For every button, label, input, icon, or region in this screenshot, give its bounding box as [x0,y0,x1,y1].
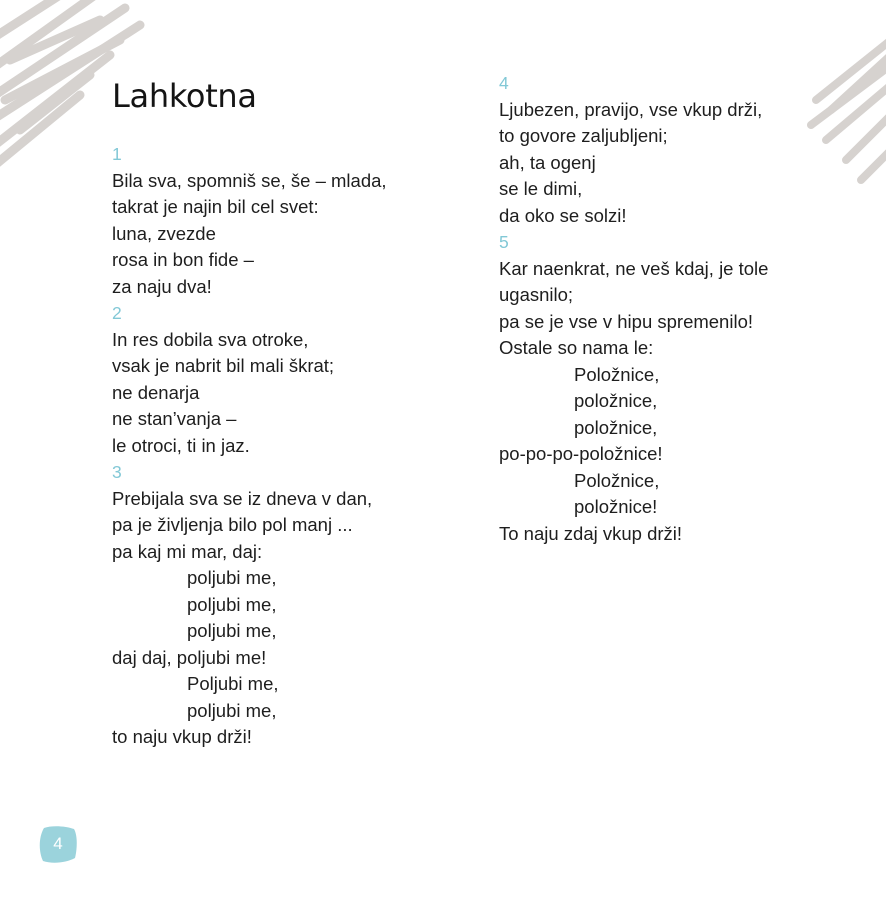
poem-line: položnice! [574,496,658,517]
verse [499,229,839,547]
poem-line: ah, ta ogenj [499,151,596,173]
verse-number: 3 [112,462,122,482]
poem-line: Bila sva, spomniš se, še – mlada, [112,169,387,191]
poem-line: In res dobila sva otroke, [112,328,309,350]
verse-number: 1 [112,144,122,164]
page-title: Lahkotna [112,77,257,115]
poem-line: poljubi me, [187,699,277,721]
poem-line: Prebijala sva se iz dneva v dan, [112,487,373,509]
poem-line: po-po-po-položnice! [499,443,663,464]
poem-line: ugasnilo; [499,284,574,305]
page-number-badge [38,824,78,864]
poem-line: Ostale so nama le: [499,337,654,358]
poem-column-right [499,70,839,547]
poem-line: Položnice, [574,469,660,491]
poem-line: položnice, [574,390,658,411]
poem-line: rosa in bon fide – [112,249,254,270]
poem-line: poljubi me, [187,567,277,588]
poem-line: da oko se solzi! [499,204,627,226]
poem-line: pa se je vse v hipu spremenilo! [499,310,753,332]
verse-number: 2 [112,303,122,323]
verse [112,459,462,751]
poem-line: daj daj, poljubi me! [112,646,267,668]
poem-line: to govore zaljubljeni; [499,125,668,146]
poem-line: se le dimi, [499,178,583,199]
verse [499,70,839,229]
poem-line: Kar naenkrat, ne veš kdaj, je tole [499,257,769,279]
verse [112,300,462,459]
poem-line: pa kaj mi mar, daj: [112,540,263,562]
poem-line: Položnice, [574,363,660,385]
poem-line: Ljubezen, pravijo, vse vkup drži, [499,98,763,120]
poem-line: To naju zdaj vkup drži! [499,522,683,544]
poem-line: le otroci, ti in jaz. [112,434,250,456]
poem-line: ne denarja [112,381,200,403]
poem-line: vsak je nabrit bil mali škrat; [112,355,335,376]
poem-line: takrat je najin bil cel svet: [112,196,319,217]
poem-line: pa je življenja bilo pol manj ... [112,514,353,535]
poem-line: za naju dva! [112,275,212,297]
verse-number: 5 [499,232,509,252]
poem-line: luna, zvezde [112,222,216,244]
poem-line: ne stan’vanja – [112,408,237,429]
poem-line: Poljubi me, [187,673,279,694]
verse [112,141,462,300]
page-number: 4 [53,834,63,853]
poem-column-left [112,141,462,751]
poem-line: poljubi me, [187,620,277,641]
poem-line: to naju vkup drži! [112,726,252,747]
poem-line: poljubi me, [187,593,277,615]
verse-number: 4 [499,73,509,93]
poem-line: položnice, [574,416,658,438]
